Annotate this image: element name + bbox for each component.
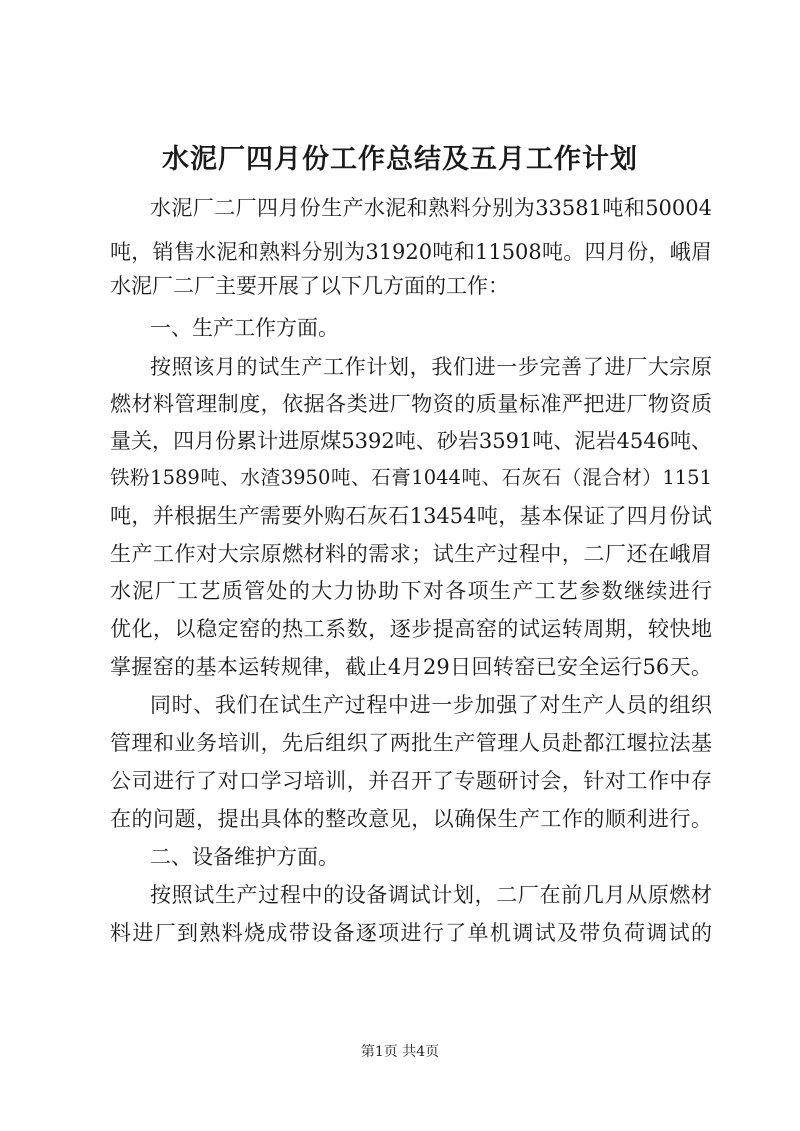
paragraph-line: 铁粉1589吨、水渣3950吨、石膏1044吨、石灰石（混合材）1151 bbox=[110, 466, 712, 489]
paragraph-line: 按照试生产过程中的设备调试计划，二厂在前几月从原燃材 bbox=[150, 883, 712, 907]
paragraph-line: 按照该月的试生产工作计划，我们进一步完善了进厂大宗原 bbox=[150, 355, 712, 379]
paragraph-line: 料进厂到熟料烧成带设备逐项进行了单机调试及带负荷调试的 bbox=[110, 921, 712, 945]
paragraph-line: 在的问题，提出具体的整改意见，以确保生产工作的顺利进行。 bbox=[110, 807, 712, 831]
document-title: 水泥厂四月份工作总结及五月工作计划 bbox=[162, 144, 638, 175]
paragraph-line: 量关，四月份累计进原煤5392吨、砂岩3591吨、泥岩4546吨、 bbox=[110, 429, 712, 453]
paragraph-line: 水泥厂工艺质管处的大力协助下对各项生产工艺参数继续进行 bbox=[110, 579, 712, 603]
paragraph-line: 优化，以稳定窑的热工系数，逐步提高窑的试运转周期，较快地 bbox=[110, 617, 712, 641]
page-number: 第1页 共4页 bbox=[360, 1044, 440, 1060]
paragraph-line: 管理和业务培训，先后组织了两批生产管理人员赴都江堰拉法基 bbox=[110, 731, 712, 755]
paragraph-line: 水泥厂二厂主要开展了以下几方面的工作： bbox=[110, 274, 509, 298]
section-heading: 二、设备维护方面。 bbox=[150, 845, 339, 869]
paragraph-line: 生产工作对大宗原燃材料的需求；试生产过程中，二厂还在峨眉 bbox=[110, 542, 712, 566]
section-heading: 一、生产工作方面。 bbox=[150, 316, 339, 340]
paragraph-line: 掌握窑的基本运转规律，截止4月29日回转窑已安全运行56天。 bbox=[110, 655, 712, 679]
paragraph-line: 燃材料管理制度，依据各类进厂物资的质量标准严把进厂物资质 bbox=[110, 392, 712, 416]
paragraph-line: 吨，并根据生产需要外购石灰石13454吨，基本保证了四月份试 bbox=[110, 504, 712, 528]
paragraph-line: 同时、我们在试生产过程中进一步加强了对生产人员的组织 bbox=[150, 693, 712, 717]
paragraph-line: 吨，销售水泥和熟料分别为31920吨和11508吨。四月份，峨眉 bbox=[110, 240, 712, 264]
paragraph-line: 水泥厂二厂四月份生产水泥和熟料分别为33581吨和50004 bbox=[150, 196, 712, 220]
paragraph-line: 公司进行了对口学习培训，并召开了专题研讨会，针对工作中存 bbox=[110, 769, 712, 793]
